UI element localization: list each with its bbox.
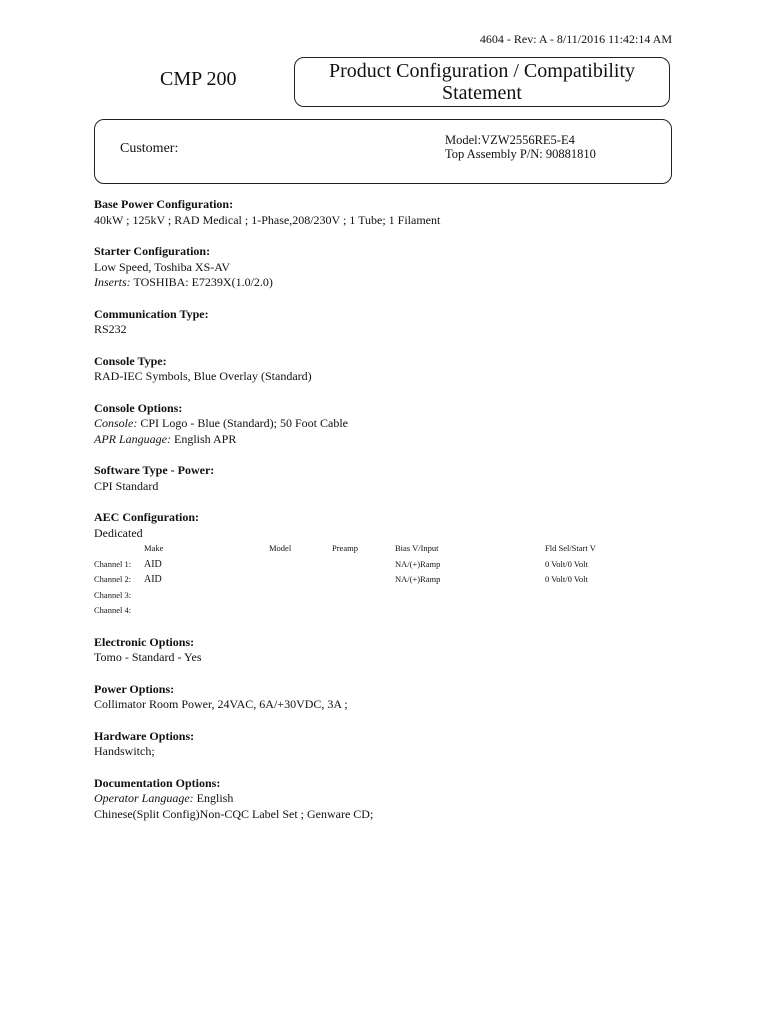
table-row [94,557,694,573]
col-bias: Bias V/Input [395,543,439,553]
channel-label: Channel 4: [94,605,132,615]
col-model: Model [269,543,292,553]
section-console-options [94,401,694,448]
section-value: Chinese(Split Config)Non-CQC Label Set ; Genware CD; [94,806,374,821]
operator-language-label: Operator Language: [94,791,194,805]
table-row [94,588,694,604]
section-value: Handswitch; [94,744,155,758]
channel-label: Channel 2: [94,574,132,584]
section-aec [94,510,694,619]
revision-timestamp: 4604 - Rev: A - 8/11/2016 11:42:14 AM [479,32,672,46]
section-value: Dedicated [94,525,143,540]
bias-cell: NA/(+)Ramp [395,558,441,569]
console-label: Console: [94,416,138,430]
channel-label: Channel 3: [94,589,132,600]
section-title: Console Type: [94,353,167,368]
section-title: Software Type - Power: [94,463,215,477]
operator-language-value: English [196,791,234,805]
inserts-label: Inserts: [94,275,131,289]
section-electronic [94,635,694,666]
section-value: RAD-IEC Symbols, Blue Overlay (Standard) [94,369,312,383]
fld-cell: 0 Volt/0 Volt [545,574,588,584]
product-name: CMP 200 [160,68,237,90]
console-value: CPI Logo - Blue (Standard); 50 Foot Cable [140,416,348,430]
inserts-line [94,275,694,291]
aec-header-row [94,541,694,557]
section-value: RS232 [94,322,127,336]
customer-box [94,119,672,184]
section-communication [94,307,694,338]
section-value: Low Speed, Toshiba XS-AV [94,259,231,274]
section-title: Starter Configuration: [94,244,211,258]
aec-channel-table [94,541,694,619]
model-info [445,133,596,161]
section-title: Documentation Options: [94,775,221,790]
make-cell: AID [144,558,162,570]
bias-cell: NA/(+)Ramp [395,574,441,584]
top-assembly-pn: Top Assembly P/N: 90881810 [445,147,596,161]
section-software [94,463,694,494]
configuration-content [94,197,694,838]
section-title: Base Power Configuration: [94,197,234,211]
col-fld: Fld Sel/Start V [545,543,596,553]
section-value: 40kW ; 125kV ; RAD Medical ; 1-Phase,208/230V ; 1 Tube; 1 Filament [94,212,441,227]
fld-cell: 0 Volt/0 Volt [545,558,588,569]
document-title-box [294,57,670,107]
col-make: Make [144,543,164,553]
section-base-power [94,197,694,228]
table-row [94,572,694,588]
customer-label: Customer: [120,141,179,156]
section-hardware [94,729,694,760]
document-title-line1: Product Configuration / Compatibility [328,60,636,82]
console-line [94,416,694,432]
inserts-value: TOSHIBA: E7239X(1.0/2.0) [133,275,273,289]
section-documentation [94,776,694,823]
section-title: Hardware Options: [94,728,195,743]
section-title: AEC Configuration: [94,510,200,524]
section-value: Tomo - Standard - Yes [94,650,202,664]
section-title: Communication Type: [94,306,209,321]
section-starter [94,244,694,291]
col-preamp: Preamp [332,543,358,553]
channel-label: Channel 1: [94,558,132,569]
make-cell: AID [144,574,162,585]
section-power-options [94,682,694,713]
apr-label: APR Language: [94,431,171,446]
apr-value: English APR [174,431,237,446]
table-row [94,603,694,619]
apr-line [94,432,694,448]
section-value: Collimator Room Power, 24VAC, 6A/+30VDC, 3A ; [94,697,348,711]
section-value: CPI Standard [94,478,159,493]
section-console-type [94,354,694,385]
section-title: Console Options: [94,400,183,415]
section-title: Power Options: [94,681,175,696]
section-title: Electronic Options: [94,634,195,649]
operator-language-line [94,791,694,807]
model-number: Model:VZW2556RE5-E4 [445,133,575,147]
document-title-line2: Statement [442,82,522,104]
